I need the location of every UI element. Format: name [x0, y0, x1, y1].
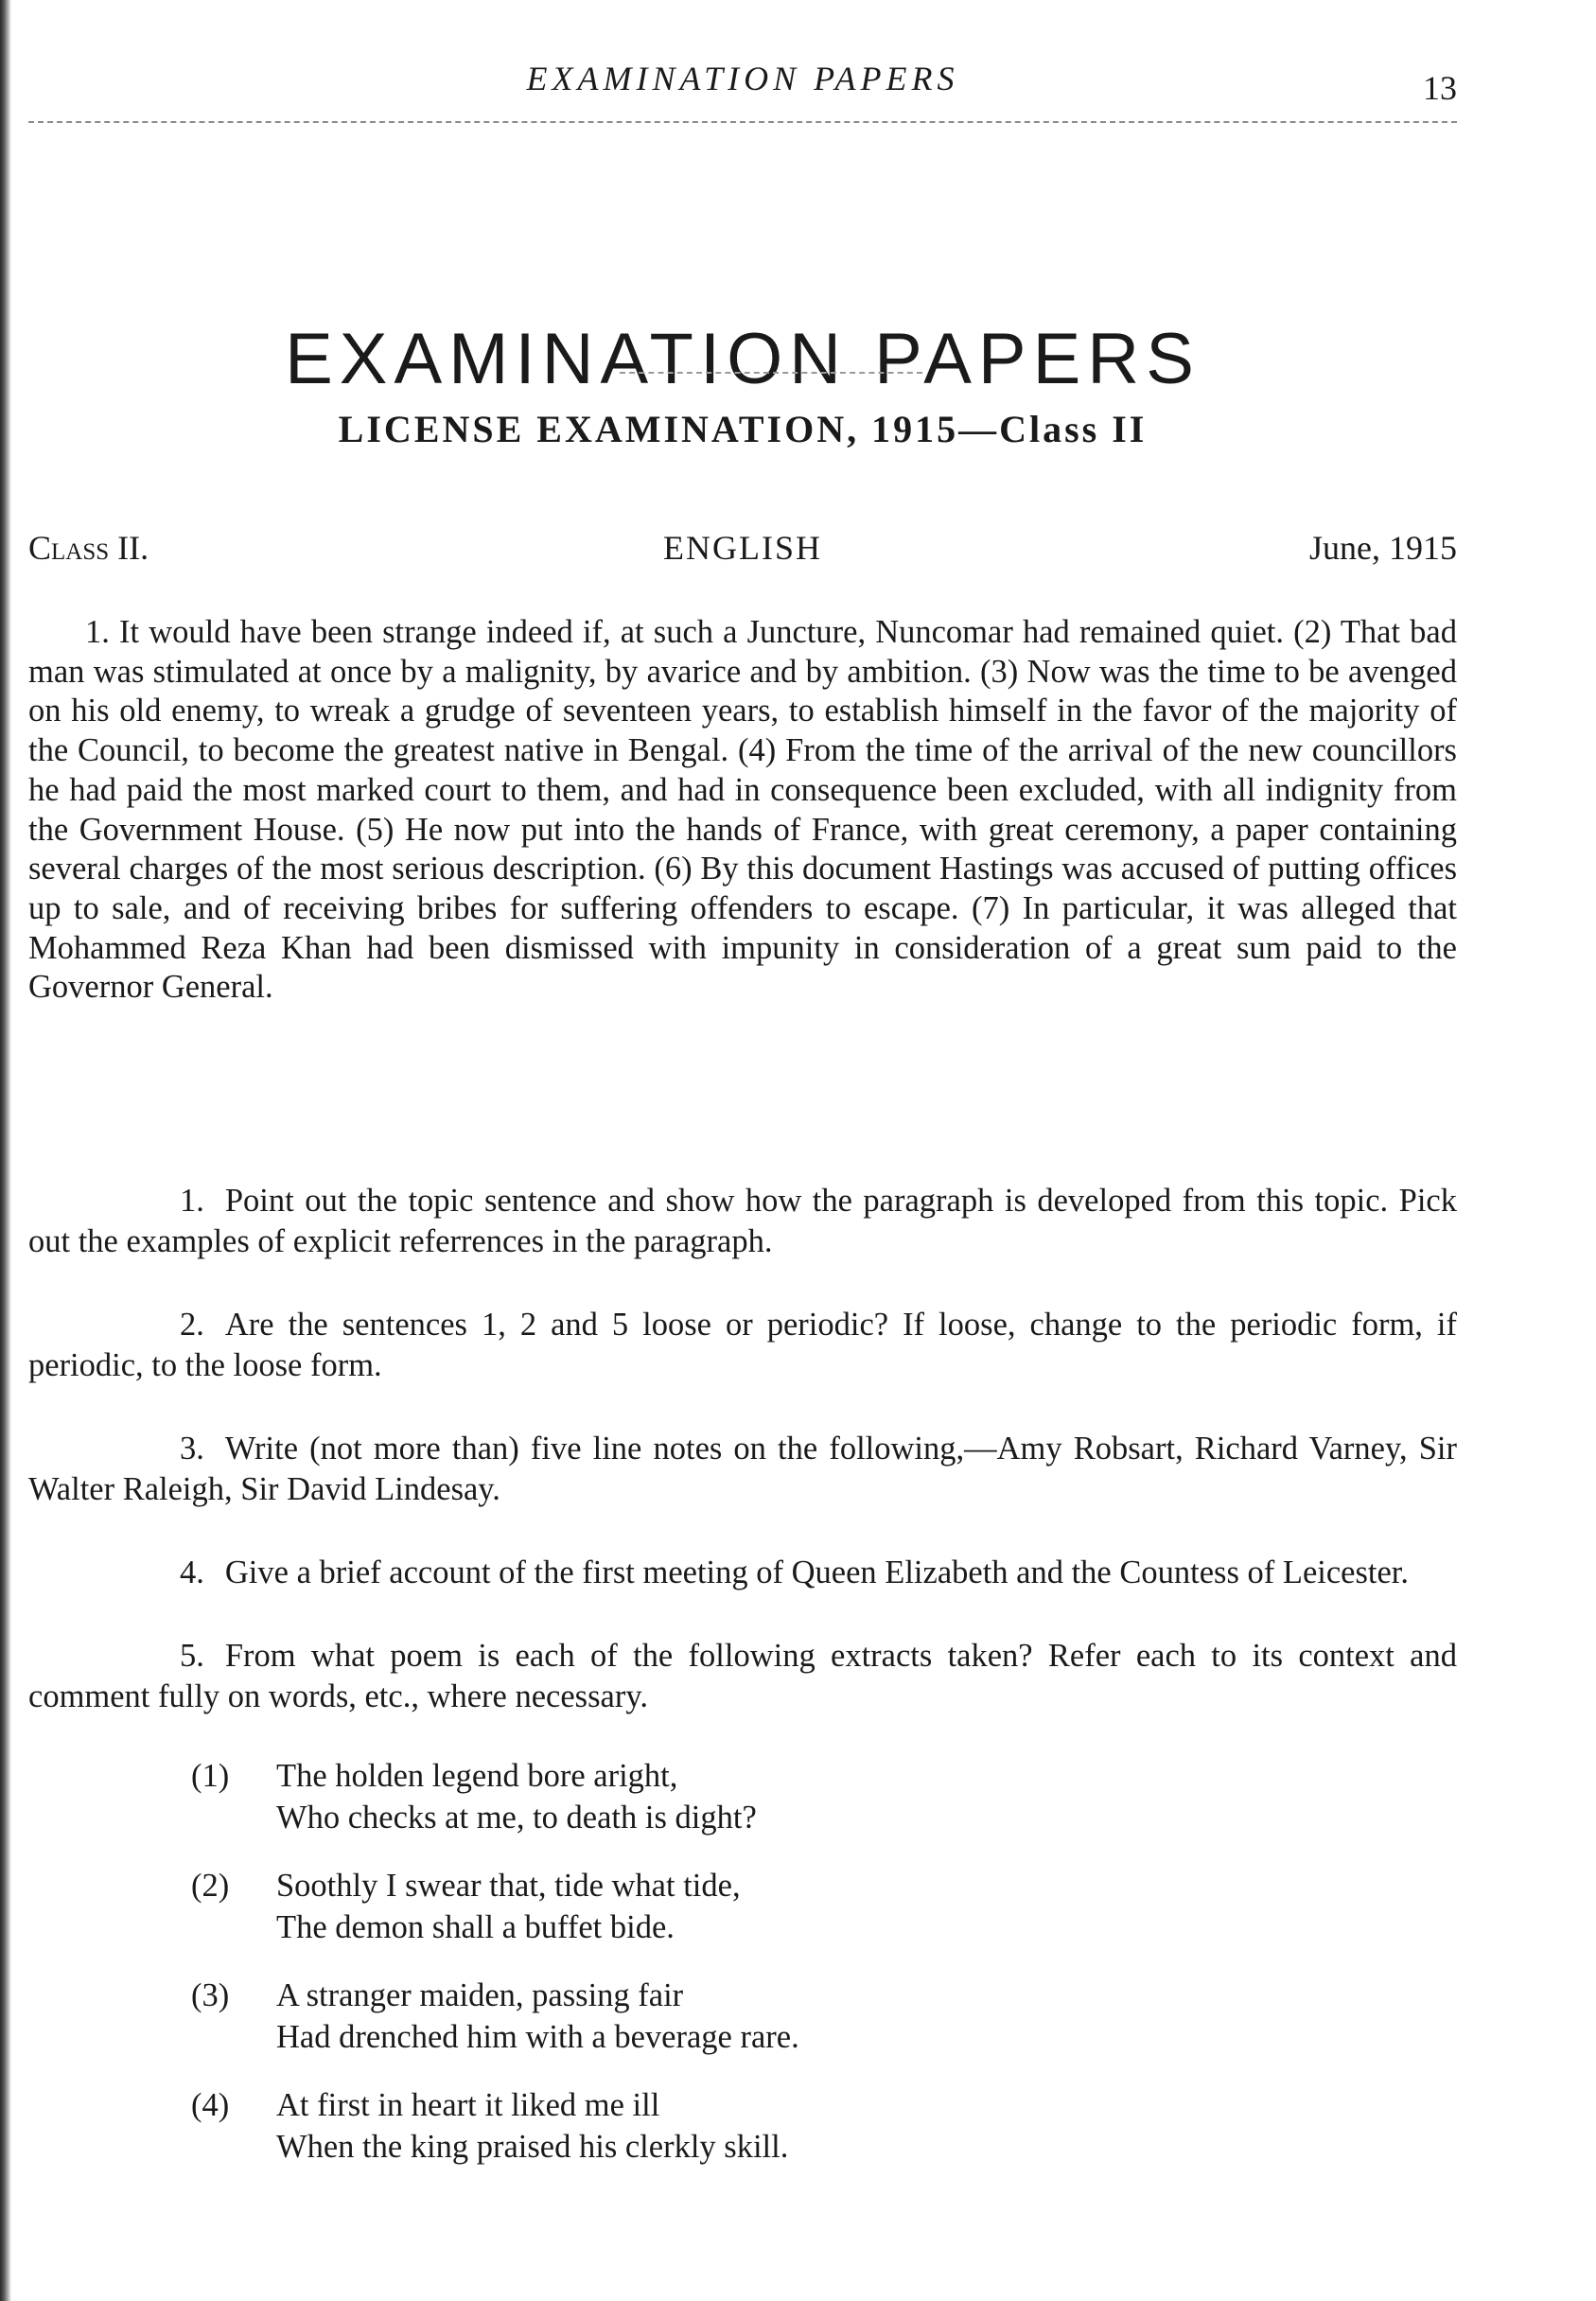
extract-line: A stranger maiden, passing fair: [276, 1977, 684, 2013]
page-title: EXAMINATION PAPERS: [285, 318, 1201, 399]
extract-item: [191, 1975, 1457, 2058]
extract-item: [191, 1865, 1457, 1948]
running-header: [28, 59, 1457, 115]
exam-date: June, 1915: [1309, 529, 1457, 567]
extract-lines: [276, 1975, 1457, 2058]
title-divider: [620, 372, 922, 374]
extract-label: (3): [191, 1977, 230, 2013]
question-number: 3.: [180, 1431, 204, 1467]
question-number: 2.: [180, 1307, 204, 1343]
header-rule: [28, 121, 1457, 123]
question-item: [28, 1553, 1457, 1593]
class-row: [28, 528, 1457, 575]
passage-paragraph: 1. It would have been strange indeed if, at such a Juncture, Nuncomar had remained quiet. (2) That bad man was stimulated at once by a malignity, by avarice and by ambition. (3) Now was the time to be avenged on his old enemy, to wreak a grudge of seventeen years, to establish himself in the favor of the majority of the Council, to become the greatest native in Bengal. (4) From the time of the arrival of the new councillors he had paid the most marked court to them, and had in consequence been excluded, with all indignity from the Government House. (5) He now put into the hands of France, with great ceremony, a paper containing several charges of the most serious description. (6) By this document Hastings was accused of putting offices up to sale, and of receiving bribes for suffering offenders to escape. (7) In particular, it was alleged that Mohammed Reza Khan had been dismissed with impunity in consideration of a great sum paid to the Governor General.: [28, 614, 1457, 1006]
extract-line: When the king praised his clerkly skill.: [276, 2129, 789, 2165]
extract-item: [191, 1755, 1457, 1838]
question-number: 5.: [180, 1638, 204, 1674]
extract-lines: [276, 2084, 1457, 2168]
question-text: Are the sentences 1, 2 and 5 loose or periodic? If loose, change to the periodic form, if periodic, to the loose form.: [28, 1307, 1457, 1383]
question-item: [28, 1636, 1457, 1717]
question-text: Give a brief account of the first meeting of Queen Elizabeth and the Countess of Leicester.: [224, 1554, 1410, 1590]
extract-line: Had drenched him with a beverage rare.: [276, 2019, 799, 2055]
subject-label: ENGLISH: [663, 529, 822, 567]
page-binding-edge: [0, 0, 11, 2301]
exam-heading: LICENSE EXAMINATION, 1915—Class II: [338, 408, 1148, 450]
extract-line: The holden legend bore aright,: [276, 1758, 678, 1794]
extract-line: Who checks at me, to death is dight?: [276, 1800, 757, 1836]
extract-lines: [276, 1755, 1457, 1838]
question-number: 1.: [180, 1183, 204, 1219]
extract-lines: [276, 1865, 1457, 1948]
page-number: 13: [1423, 69, 1457, 107]
question-list: [28, 1181, 1457, 2194]
question-text: Point out the topic sentence and show how the paragraph is developed from this topic. Pick out the examples of explicit referrences in the paragraph.: [28, 1183, 1457, 1259]
extract-line: At first in heart it liked me ill: [276, 2087, 660, 2123]
class-label: Class II.: [28, 529, 149, 567]
question-item: [28, 1429, 1457, 1510]
question-text: Write (not more than) five line notes on the following,—Amy Robsart, Richard Varney, Sir Walter Raleigh, Sir David Lindesay.: [28, 1431, 1457, 1507]
extract-line: Soothly I swear that, tide what tide,: [276, 1868, 741, 1904]
extract-line: The demon shall a buffet bide.: [276, 1909, 675, 1945]
running-title: EXAMINATION PAPERS: [526, 60, 959, 97]
extract-label: (1): [191, 1758, 230, 1794]
extract-item: [191, 2084, 1457, 2168]
question-text: From what poem is each of the following extracts taken? Refer each to its context and comment fully on words, etc., where necessary.: [28, 1638, 1457, 1714]
extract-list: [191, 1755, 1457, 2168]
question-item: [28, 1181, 1457, 1262]
extract-label: (4): [191, 2087, 230, 2123]
extract-label: (2): [191, 1868, 230, 1904]
question-number: 4.: [180, 1554, 204, 1590]
question-item: [28, 1305, 1457, 1386]
